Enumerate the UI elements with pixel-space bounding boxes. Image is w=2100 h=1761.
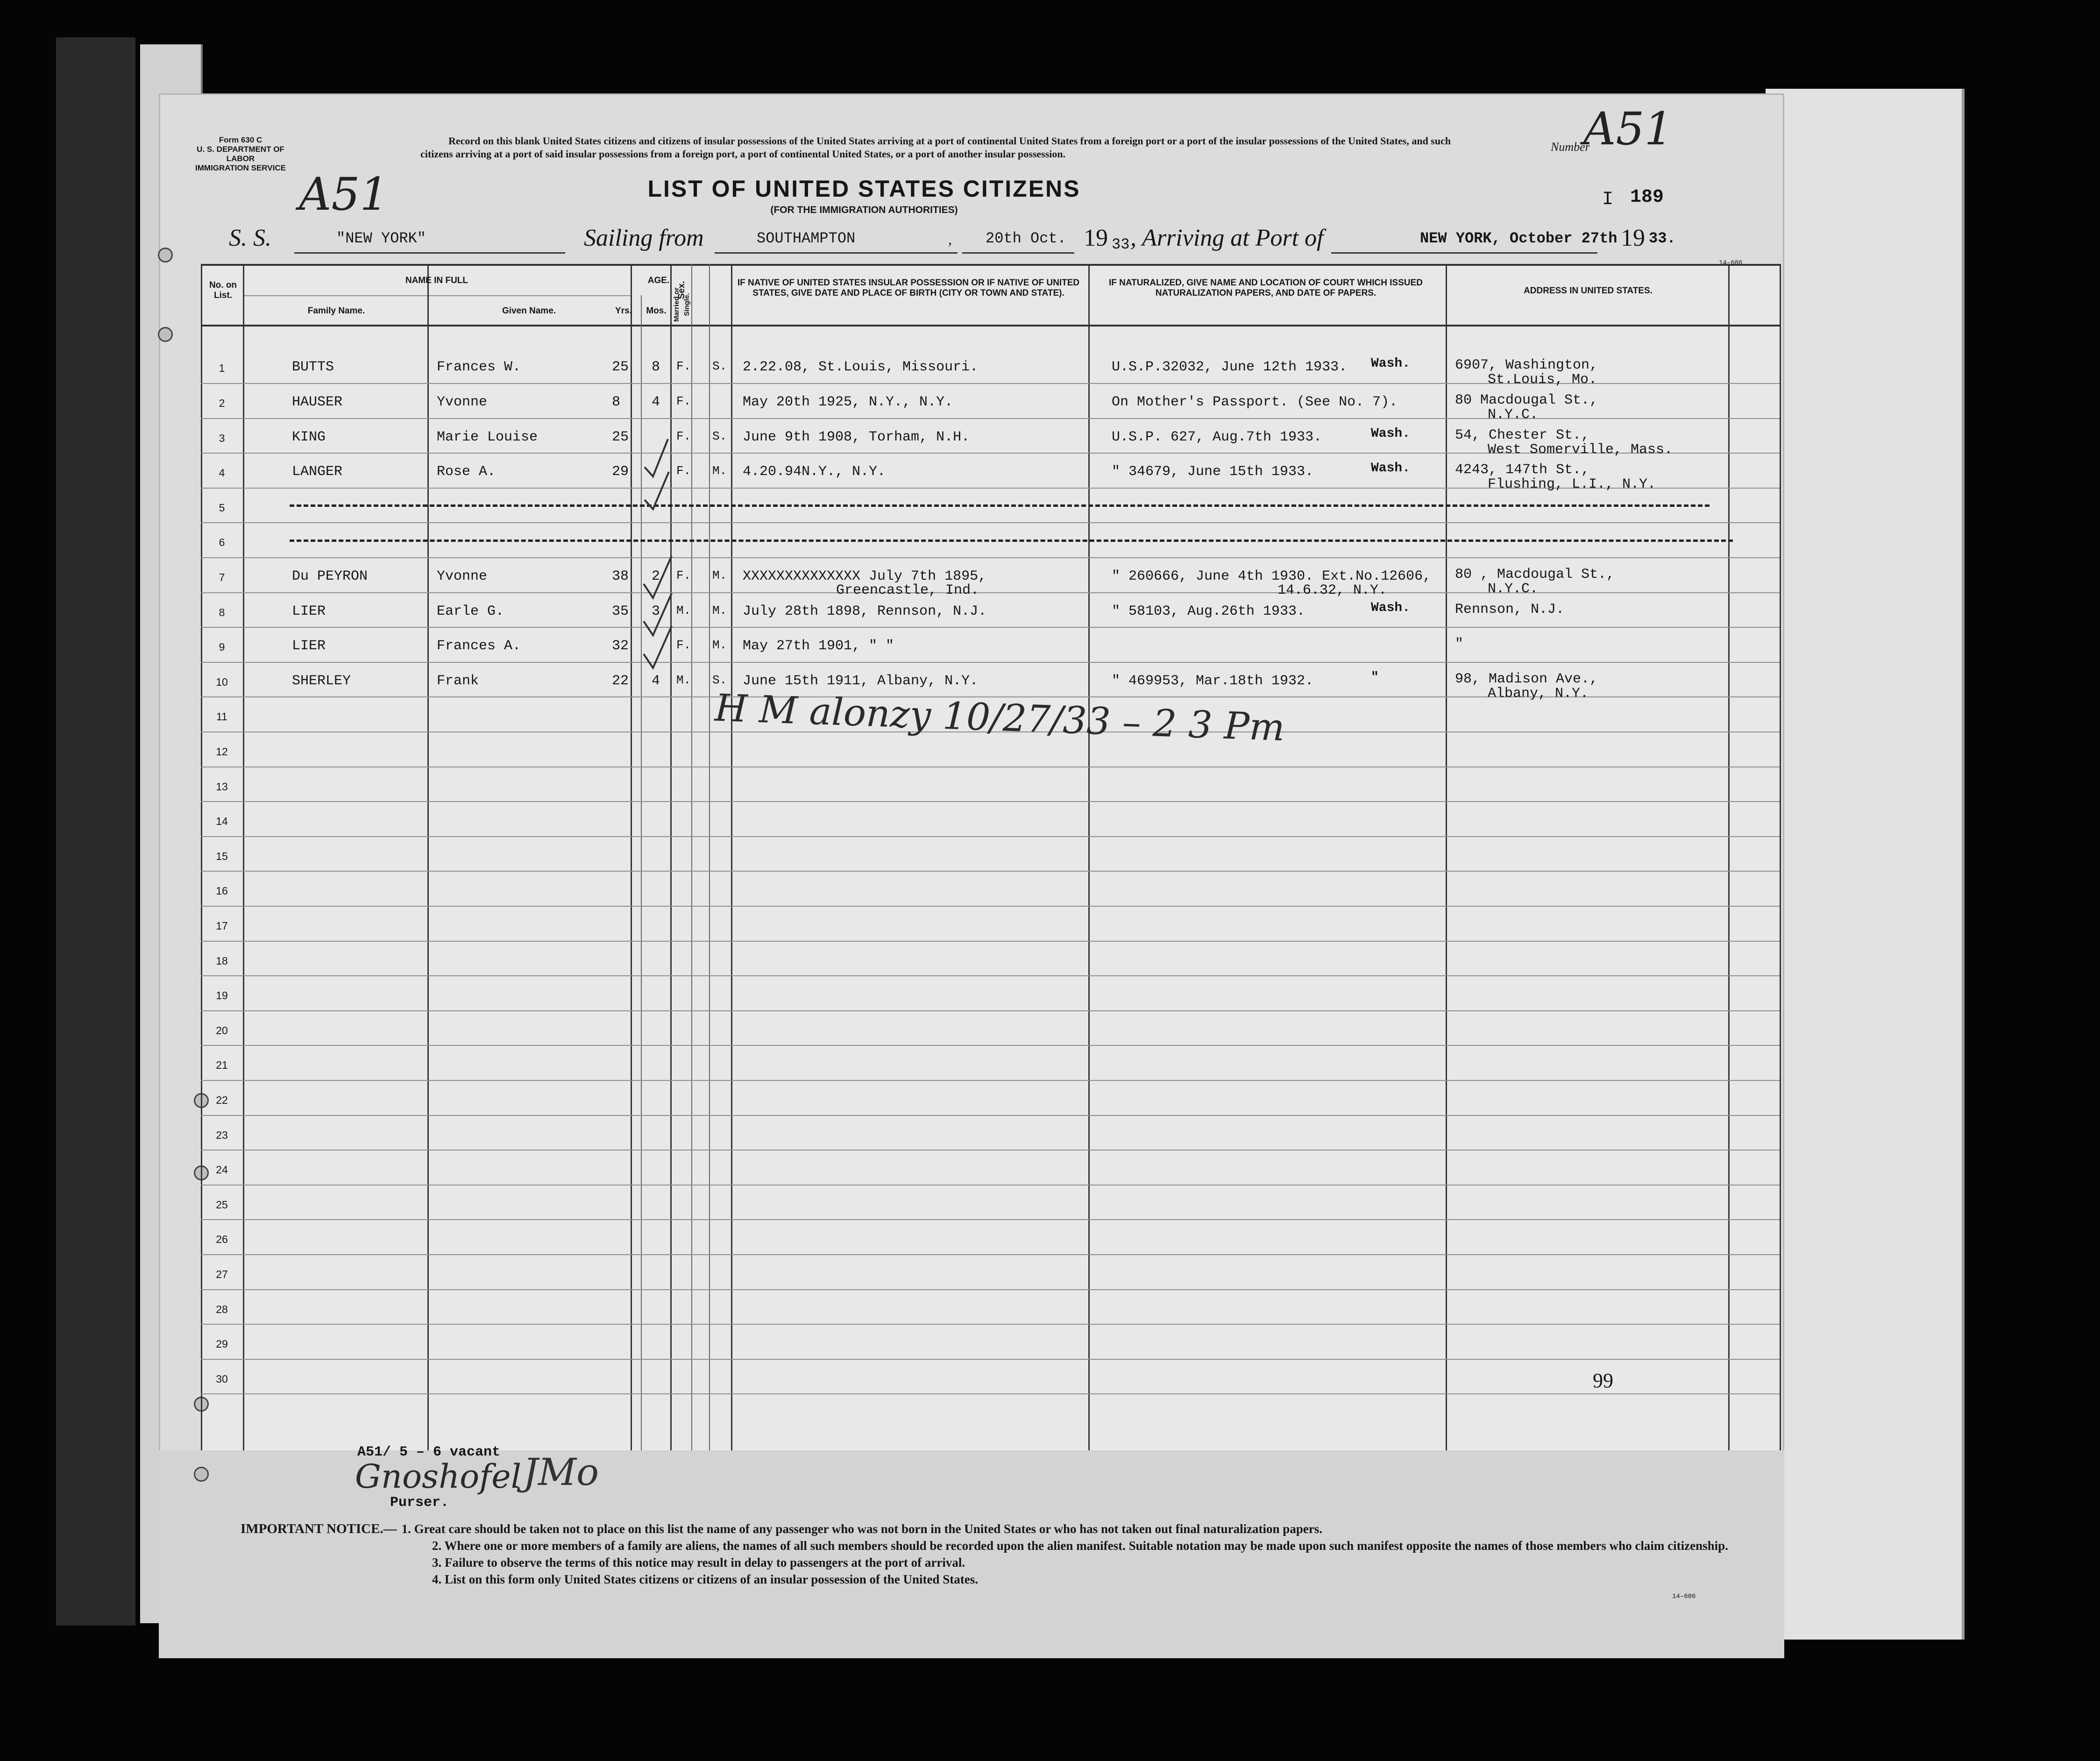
row-number: 21 (216, 1059, 228, 1071)
sailing-underline (715, 252, 958, 254)
col-age: AGE. (647, 276, 670, 285)
birth-info: May 27th 1901, " " (743, 638, 894, 654)
given-name: Marie Louise (437, 429, 538, 445)
marital-status: S. (712, 673, 727, 687)
form-number: Form 630 C (219, 135, 262, 144)
vacant-row-dash (290, 504, 1710, 507)
family-name: LIER (292, 638, 326, 654)
row-rule (201, 1115, 1780, 1116)
family-name: KING (292, 429, 326, 445)
family-name: LIER (292, 604, 326, 619)
ship-name: "NEW YORK" (336, 230, 426, 247)
row-number: 20 (216, 1024, 228, 1037)
family-name: SHERLEY (292, 673, 351, 689)
binding-spine (56, 37, 135, 1626)
marital-status: M. (712, 464, 727, 478)
sex: F. (676, 464, 691, 478)
birth-info: July 28th 1898, Rennson, N.J. (743, 604, 987, 619)
row-number: 13 (216, 781, 228, 793)
family-name: LANGER (292, 464, 343, 480)
address: 6907, Washington, (1455, 357, 1598, 373)
notice-item: 4. List on this form only United States citizens or citizens of an insular possession of the United States. (432, 1572, 979, 1586)
column-rule (1728, 264, 1730, 1450)
sailing-comma: , (948, 231, 952, 248)
column-rule (631, 264, 632, 1450)
punch-hole (158, 248, 173, 263)
row-number: 27 (216, 1268, 228, 1280)
row-rule (201, 1185, 1780, 1186)
header-bottom-border (201, 325, 1780, 327)
col-married-single: Married or Single. (673, 287, 691, 322)
address: 98, Madison Ave., (1455, 671, 1598, 687)
marital-status: S. (712, 429, 727, 443)
col-no-on-list: No. on List. (209, 280, 237, 300)
naturalization: " 34679, June 15th 1933. (1112, 464, 1314, 480)
sailing-date: 20th Oct. (986, 230, 1066, 247)
given-name: Frank (437, 673, 479, 689)
birth-info: XXXXXXXXXXXXXX July 7th 1895, (743, 568, 987, 584)
row-number: 30 (216, 1373, 228, 1385)
address: 80 Macdougal St., (1455, 392, 1598, 408)
column-rule (201, 264, 202, 1450)
row-number: 11 (216, 710, 227, 723)
naturalization: U.S.P. 627, Aug.7th 1933. (1112, 429, 1322, 445)
given-name: Yvonne (437, 394, 488, 410)
age-years: 38 (612, 568, 629, 584)
address-line2: Albany, N.Y. (1488, 686, 1589, 702)
column-rule (243, 264, 244, 1450)
row-number: 19 (216, 989, 228, 1001)
row-number: 3 (219, 432, 225, 444)
birth-info: May 20th 1925, N.Y., N.Y. (743, 394, 953, 410)
row-rule (201, 1393, 1780, 1394)
given-name: Yvonne (437, 568, 488, 584)
arriving-label: , Arriving at Port of (1130, 225, 1324, 251)
marital-status: M. (712, 604, 727, 618)
age-years: 22 (612, 673, 629, 689)
birth-info: 2.22.08, St.Louis, Missouri. (743, 359, 979, 375)
col-sex: Sex. (677, 281, 687, 299)
naturalization-mark: Wash. (1371, 426, 1411, 441)
arrival-year-suffix: 33. (1649, 230, 1676, 247)
column-rule (709, 264, 710, 1450)
underlying-page (1766, 89, 1965, 1640)
sex: M. (676, 673, 691, 687)
punch-hole (158, 327, 173, 342)
address-line2: West Somerville, Mass. (1488, 442, 1673, 458)
marital-status: M. (712, 638, 727, 652)
age-months: 8 (652, 359, 660, 375)
address-line2: N.Y.C. (1488, 581, 1539, 597)
row-number: 10 (216, 676, 228, 688)
row-number: 28 (216, 1303, 228, 1315)
notice-item: 2. Where one or more members of a family are aliens, the names of all such members should be recorded upon the alien manifest. Suitable notation may be made upon such manifest opposite the names of those members who claim citizenship. (432, 1539, 1728, 1553)
row-number: 9 (219, 641, 225, 653)
row-number: 1 (219, 362, 225, 374)
row-rule (201, 557, 1780, 558)
birth-info: June 9th 1908, Torham, N.H. (743, 429, 970, 445)
row-rule (201, 418, 1780, 419)
row-rule (201, 522, 1780, 523)
naturalization: " 260666, June 4th 1930. Ext.No.12606, (1112, 568, 1432, 584)
page-title: LIST OF UNITED STATES CITIZENS (647, 176, 1081, 202)
row-number: 7 (219, 571, 225, 583)
row-number: 8 (219, 606, 225, 618)
column-rule (1780, 264, 1781, 1450)
row-rule (201, 1324, 1780, 1325)
page-subtitle: (FOR THE IMMIGRATION AUTHORITIES) (770, 205, 958, 215)
naturalization-mark: " (1371, 670, 1379, 685)
sex: F. (676, 394, 691, 408)
column-rule (691, 264, 692, 1450)
row-number: 23 (216, 1129, 228, 1141)
age-months: 3 (652, 604, 660, 619)
sheet-prefix: I (1602, 189, 1614, 210)
punch-hole (194, 1467, 209, 1482)
row-rule (201, 1010, 1780, 1011)
row-rule (201, 1080, 1780, 1081)
marital-status: S. (712, 359, 727, 373)
service: IMMIGRATION SERVICE (195, 163, 286, 172)
number-label: Number (1551, 140, 1590, 154)
row-number: 17 (216, 920, 228, 932)
age-years: 35 (612, 604, 629, 619)
family-name: HAUSER (292, 394, 343, 410)
form-code-bottom: 14–606 (1672, 1593, 1696, 1600)
birth-info: 4.20.94N.Y., N.Y. (743, 464, 886, 480)
col-naturalized: IF NATURALIZED, GIVE NAME AND LOCATION OF COURT WHICH ISSUED NATURALIZATION PAPERS, AND DATE OF PAPERS. (1108, 278, 1423, 298)
row-rule (201, 592, 1780, 593)
row-rule (201, 662, 1780, 663)
row-number: 6 (219, 536, 225, 548)
given-name: Rose A. (437, 464, 496, 480)
age-years: 25 (612, 429, 629, 445)
address-line2: N.Y.C. (1488, 407, 1539, 423)
birth-info: June 15th 1911, Albany, N.Y. (743, 673, 979, 689)
vacant-row-dash (290, 540, 1733, 542)
check-marks (640, 383, 682, 701)
arriving-port: NEW YORK, October 27th (1420, 230, 1618, 247)
row-number: 18 (216, 955, 228, 967)
date-underline (962, 252, 1074, 254)
page-count-note: 99 (1593, 1369, 1613, 1392)
notice-heading: IMPORTANT NOTICE.— (241, 1521, 397, 1536)
naturalization: On Mother's Passport. (See No. 7). (1112, 394, 1398, 410)
col-address: ADDRESS IN UNITED STATES. (1524, 286, 1653, 296)
given-name: Frances A. (437, 638, 521, 654)
address: 4243, 147th St., (1455, 462, 1590, 478)
table-top-border (201, 264, 1780, 266)
age-months: 4 (652, 394, 660, 410)
naturalization-mark: Wash. (1371, 356, 1411, 371)
naturalization-mark: Wash. (1371, 601, 1411, 615)
port-underline (1331, 252, 1597, 254)
row-rule (201, 1254, 1780, 1255)
purser-label: Purser. (390, 1495, 449, 1511)
row-number: 22 (216, 1094, 228, 1106)
sex: M. (676, 604, 691, 618)
ship-underline (294, 252, 565, 254)
important-notice (241, 1520, 1745, 1588)
marital-status: M. (712, 568, 727, 582)
form-identifier (194, 135, 287, 173)
col-mos: Mos. (646, 306, 667, 316)
arrival-year-prefix: 19 (1621, 225, 1645, 251)
naturalization: " 58103, Aug.26th 1933. (1112, 604, 1305, 619)
naturalization: " 469953, Mar.18th 1932. (1112, 673, 1314, 689)
col-given-name: Given Name. (502, 306, 556, 316)
year-prefix: 19 (1084, 225, 1108, 251)
row-number: 29 (216, 1338, 228, 1350)
address: 80 , Macdougal St., (1455, 567, 1615, 582)
notice-item: 1. Great care should be taken not to place on this list the name of any passenger who was not born in the United States or who has not taken out final naturalization papers. (401, 1522, 1323, 1536)
naturalization: U.S.P.32032, June 12th 1933. (1112, 359, 1348, 375)
vacant-note: A51/ 5 – 6 vacant (357, 1444, 501, 1460)
row-rule (201, 1045, 1780, 1046)
birth-info-line2: Greencastle, Ind. (836, 582, 979, 598)
column-rule (731, 264, 732, 1450)
sheet-number: 189 (1630, 187, 1664, 208)
naturalization-line2: 14.6.32, N.Y. (1277, 582, 1387, 598)
row-rule (201, 871, 1780, 872)
address-line2: Flushing, L.I., N.Y. (1488, 476, 1656, 492)
address-line2: St.Louis, Mo. (1488, 372, 1597, 388)
address: 54, Chester St., (1455, 427, 1590, 443)
row-number: 4 (219, 467, 225, 479)
naturalization-mark: Wash. (1371, 461, 1411, 476)
corner-annotation: A51 (299, 168, 389, 220)
sex: F. (676, 429, 691, 443)
family-name: BUTTS (292, 359, 334, 375)
col-name-in-full: NAME IN FULL (405, 276, 468, 285)
col-yrs: Yrs. (615, 306, 632, 316)
number-handwritten: A51 (1583, 103, 1673, 155)
age-years: 29 (612, 464, 629, 480)
row-rule (201, 801, 1780, 802)
purser-signature: Gnoshofel (355, 1457, 522, 1496)
row-number: 5 (219, 502, 225, 514)
notice-item: 3. Failure to observe the terms of this notice may result in delay to passengers at the port of arrival. (432, 1555, 965, 1569)
year-suffix: 33 (1112, 236, 1130, 253)
row-number: 24 (216, 1164, 228, 1176)
sailing-label: Sailing from (584, 225, 704, 251)
ss-label: S. S. (229, 225, 271, 251)
row-rule (201, 1359, 1780, 1360)
address: Rennson, N.J. (1455, 602, 1565, 618)
row-number: 12 (216, 746, 228, 758)
age-years: 8 (612, 394, 621, 410)
row-number: 15 (216, 850, 228, 862)
age-years: 25 (612, 359, 629, 375)
family-name: Du PEYRON (292, 568, 368, 584)
col-birth: IF NATIVE OF UNITED STATES INSULAR POSSESSION OR IF NATIVE OF UNITED STATES, GIVE DATE AND PLACE OF BIRTH (CITY OR TOWN AND STATE). (737, 278, 1080, 298)
row-number: 26 (216, 1233, 228, 1245)
row-rule (201, 1219, 1780, 1220)
age-years: 32 (612, 638, 629, 654)
department: U. S. DEPARTMENT OF LABOR (197, 145, 284, 163)
row-rule (201, 975, 1780, 976)
row-number: 25 (216, 1199, 228, 1211)
col-family-name: Family Name. (307, 306, 365, 316)
sex: F. (676, 568, 691, 582)
column-rule (427, 264, 429, 1450)
given-name: Earle G. (437, 604, 504, 619)
record-instructions: Record on this blank United States citizens and citizens of insular possessions of the United States arriving at a port of continental United States from a foreign port or a port of the insular possessions of the United States, and such citizens arriving at a port of said insular possessions from a foreign port, a port of continental United States, or a port of another insular possession. (420, 135, 1451, 160)
age-months: 4 (652, 673, 660, 689)
row-rule (201, 1289, 1780, 1290)
row-number: 2 (219, 397, 225, 409)
signature-initials: JMo (523, 1450, 599, 1494)
row-rule (201, 836, 1780, 837)
sex: F. (676, 359, 691, 373)
row-number: 14 (216, 815, 228, 827)
form-code-top: 14–606 (1719, 259, 1743, 267)
row-rule (201, 627, 1780, 628)
given-name: Frances W. (437, 359, 521, 375)
row-number: 16 (216, 885, 228, 897)
handwritten-note: H M alonzy 10/27/33 – 2 3 Pm (714, 686, 1286, 750)
row-rule (201, 906, 1780, 907)
subheader-line (243, 295, 631, 296)
address: " (1455, 636, 1464, 652)
column-rule (1088, 264, 1090, 1450)
age-months: 2 (652, 568, 660, 584)
column-rule (1446, 264, 1447, 1450)
row-rule (201, 941, 1780, 942)
sailing-from: SOUTHAMPTON (757, 230, 856, 247)
sex: F. (676, 638, 691, 652)
